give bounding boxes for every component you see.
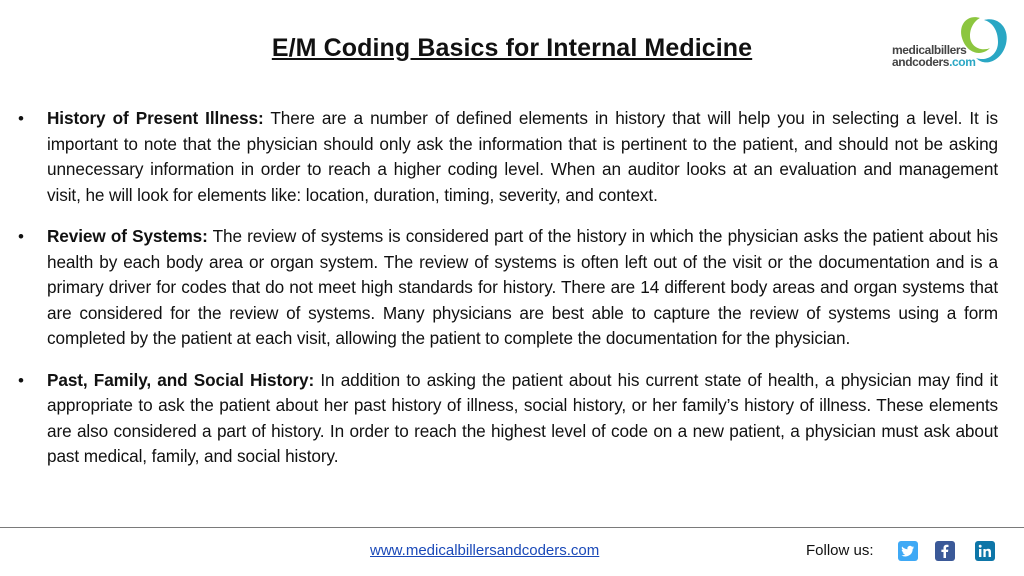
company-logo [892,12,1014,74]
logo-line-2-main: andcoders [892,55,950,69]
item-heading: Review of Systems: [47,226,208,246]
list-item [18,106,998,208]
linkedin-icon[interactable] [975,541,995,561]
logo-line-2-suffix: .com [949,55,976,69]
item-body: In addition to asking the patient about his current state of health, a physician may find it appropriate to ask the patient about her past history of illness, social history, or her family’s history of illness. These elements are also considered a part of history. In order to reach the highest level of code on a new patient, a physician must ask about past medical, family, and social history. [47,369,998,466]
bullet-icon: • [18,109,24,128]
list-item [18,224,998,352]
item-paragraph [47,224,998,352]
bullet-icon: • [18,227,24,246]
bullet-list [18,106,998,486]
item-heading: History of Present Illness: [47,108,264,128]
bullet-icon: • [18,370,24,390]
item-body: There are a number of defined elements in history that will help you in selecting a level. It is important to note that the physician should only ask the information that is pertinent to the patient, and should not be asking unnecessary information in order to reach a higher coding level. When an auditor looks at an evaluation and management visit, he will look for elements like: location, duration, timing, severity, and context. [47,108,998,205]
item-heading: Past, Family, and Social History: [47,369,315,390]
footer-divider [0,527,1024,528]
item-paragraph [47,106,998,208]
website-link[interactable]: www.medicalbillersandcoders.com [370,542,600,559]
page-title: E/M Coding Basics for Internal Medicine [271,34,753,62]
logo-line-2 [892,56,976,68]
follow-label: Follow us: [806,542,874,559]
list-item [18,368,998,470]
logo-line-1: medicalbillers [892,43,967,57]
item-body: The review of systems is considered part of the history in which the physician asks the patient about his health by each body area or organ system. The review of systems is often left out of the visit or the documentation and is a primary driver for codes that do not meet high standards for history. There are 14 different body areas and organ systems that are considered for the review of systems. Many physicians are best able to capture the review of systems using a form completed by the patient at each visit, allowing the patient to complete the documentation for the physician. [47,226,998,348]
logo-wordmark [892,44,976,68]
facebook-icon[interactable] [935,541,955,561]
twitter-icon[interactable] [898,541,918,561]
item-paragraph [47,368,998,470]
